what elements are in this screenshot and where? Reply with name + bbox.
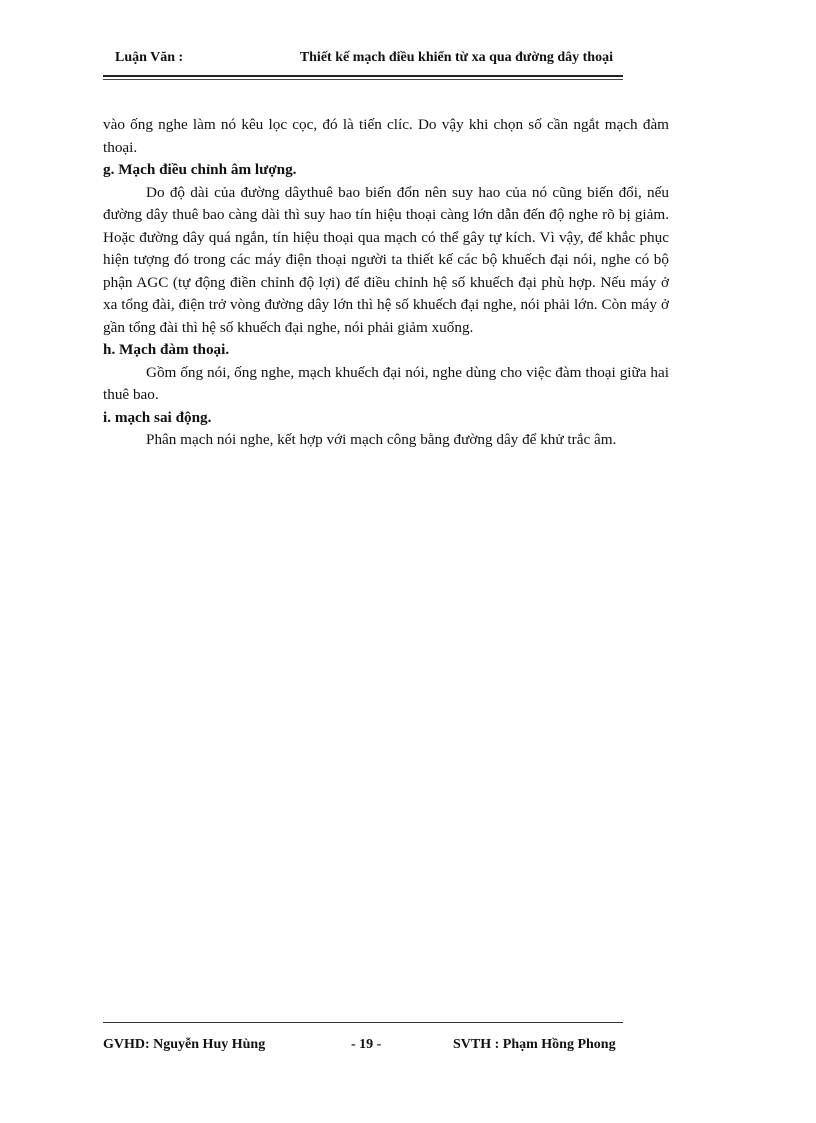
paragraph-i: Phân mạch nói nghe, kết hợp với mạch công bằng đường dây để khử trắc âm. (146, 431, 617, 448)
header-rule (103, 75, 623, 77)
header-thesis-title: Thiết kế mạch điều khiển từ xa qua đường dây thoại (299, 50, 613, 65)
footer-page-number: - 19 - (351, 1037, 382, 1052)
page-body (103, 114, 669, 452)
paragraph-continuation: vào ống nghe làm nó kêu lọc cọc, đó là tiến clíc. Do vậy khi chọn số cần ngắt mạch đàm thoại. (103, 116, 669, 156)
header-rule-thin (103, 79, 623, 80)
paragraph-h: Gồm ống nói, ống nghe, mạch khuếch đại nói, nghe dùng cho việc đàm thoại giữa hai thuê bao. (103, 363, 669, 403)
section-heading-g: g. Mạch điều chỉnh âm lượng. (103, 161, 297, 178)
footer-rule (103, 1022, 623, 1023)
section-heading-i: i. mạch sai động. (103, 408, 212, 426)
page-header (103, 50, 623, 70)
page-footer (103, 1037, 643, 1057)
footer-student: SVTH : Phạm Hồng Phong (453, 1037, 616, 1052)
footer-advisor: GVHD: Nguyễn Huy Hùng (103, 1037, 266, 1052)
header-thesis-label: Luận Văn : (115, 50, 184, 65)
paragraph-g: Do độ dài của đường dâythuê bao biến đổn nên suy hao của nó cũng biến đổi, nếu đường dây thuê bao càng dài thì suy hao tín hiệu thoại càng lớn dẫn đến độ nghe rõ bị giảm. Hoặc đường dây quá ngắn, tín hiệu thoại qua mạch có thể gây tự kích. Vì vậy, để khắc phục hiện tượng đó trong các máy điện thoại người ta thiết kế các bộ khuếch đại nói, nghe có bộ phận AGC (tự động điền chỉnh độ lợi) để điều chỉnh hệ số khuếch đại phù hợp. Nếu máy ở xa tổng đài, điện trở vòng đường dây lớn thì hệ số khuếch đại nghe, nói phải lớn. Còn máy ở gần tổng đài thì hệ số khuếch đại nghe, nói phải giảm xuống. (103, 183, 669, 336)
section-heading-h: h. Mạch đàm thoại. (103, 341, 230, 358)
